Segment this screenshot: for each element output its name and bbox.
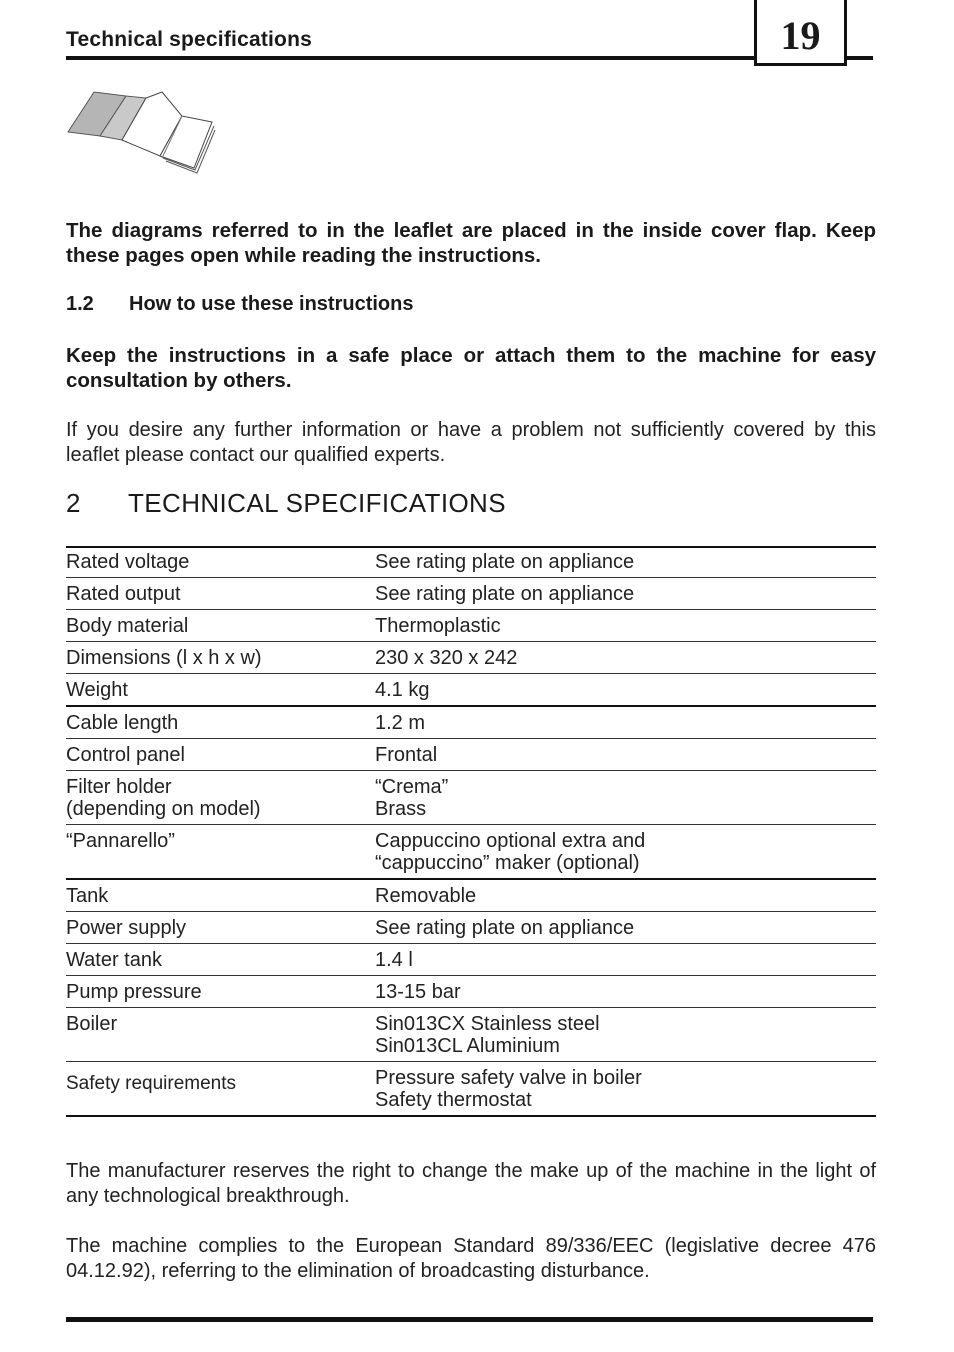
spec-value-line: Sin013CL Aluminium [375,1035,560,1057]
spec-key [66,706,375,739]
spec-key-line: Rated output [66,583,181,605]
spec-key [66,912,375,944]
spec-key [66,825,375,880]
spec-value [375,546,876,578]
spec-key-line: Pump pressure [66,981,202,1003]
spec-key [66,1008,375,1062]
spec-value [375,578,876,610]
spec-value [375,912,876,944]
spec-row [66,706,876,739]
section-1-2-heading [66,293,413,316]
spec-value [375,944,876,976]
spec-value-line: 13-15 bar [375,981,461,1003]
spec-key [66,739,375,771]
folded-leaflet-icon [66,88,216,174]
spec-value-line: 1.2 m [375,712,426,734]
footer-rule [66,1317,873,1322]
section-1-2-number: 1.2 [66,293,94,315]
spec-value [375,1062,876,1117]
spec-value-line: Pressure safety valve in boiler [375,1067,642,1089]
spec-key [66,771,375,825]
spec-value [375,706,876,739]
spec-value [375,771,876,825]
page-number: 19 [754,0,847,66]
spec-key-line: Safety requirements [66,1073,237,1094]
compliance-note: The machine complies to the European Standard 89/336/EEC (legislative decree 476 04.12.92), referring to the elimination of broadcasting disturbance. [66,1235,876,1282]
spec-row [66,739,876,771]
spec-key-line: (depending on model) [66,798,261,820]
spec-value-line: See rating plate on appliance [375,583,635,605]
section-2-number: 2 [66,488,81,518]
spec-row [66,610,876,642]
spec-key-line: Cable length [66,712,179,734]
header-rule [66,56,873,60]
keep-instructions-text: Keep the instructions in a safe place or attach them to the machine for easy consultation by others. [66,344,876,392]
spec-key [66,944,375,976]
spec-value [375,739,876,771]
spec-key-line: Weight [66,679,128,701]
manufacturer-note: The manufacturer reserves the right to change the make up of the machine in the light of any technological breakthrough. [66,1160,876,1207]
section-1-2-title: How to use these instructions [129,293,414,315]
spec-value-line: Sin013CX Stainless steel [375,1013,600,1035]
spec-key-line: Boiler [66,1013,118,1035]
spec-value [375,642,876,674]
spec-value [375,674,876,707]
spec-value-line: Safety thermostat [375,1089,532,1111]
spec-key [66,1062,375,1117]
spec-value-line: Removable [375,885,477,907]
spec-value [375,825,876,880]
spec-row [66,674,876,707]
spec-row [66,1062,876,1117]
spec-value [375,1008,876,1062]
specifications-table [66,546,876,1117]
spec-key [66,578,375,610]
spec-value-line: Cappuccino optional extra and [375,830,646,852]
spec-key-line: Tank [66,885,109,907]
spec-key [66,610,375,642]
spec-value [375,976,876,1008]
spec-key-line: Water tank [66,949,162,971]
spec-row [66,825,876,880]
spec-value-line: See rating plate on appliance [375,917,635,939]
contact-experts-text: If you desire any further information or have a problem not sufficiently covered by this leaflet please contact our qualified experts. [66,419,876,466]
spec-key [66,976,375,1008]
spec-key [66,642,375,674]
spec-key-line: Control panel [66,744,185,766]
spec-row [66,546,876,578]
spec-value [375,879,876,912]
spec-key-line: Filter holder [66,776,172,798]
section-2-heading [66,488,506,519]
spec-value-line: See rating plate on appliance [375,551,635,573]
spec-row [66,976,876,1008]
spec-value [375,610,876,642]
spec-value-line: Frontal [375,744,438,766]
spec-row [66,642,876,674]
section-2-title: TECHNICAL SPECIFICATIONS [128,488,506,518]
spec-value-line: 1.4 l [375,949,413,971]
spec-value-line: “Crema” [375,776,449,798]
header-section-title: Technical specifications [66,28,312,51]
spec-key-line: “Pannarello” [66,830,175,852]
spec-row [66,879,876,912]
spec-key-line: Power supply [66,917,187,939]
spec-value-line: “cappuccino” maker (optional) [375,852,640,874]
spec-row [66,912,876,944]
diagrams-note: The diagrams referred to in the leaflet are placed in the inside cover flap. Keep these pages open while reading the instructions. [66,219,876,267]
spec-row [66,578,876,610]
spec-row [66,1008,876,1062]
spec-value-line: Thermoplastic [375,615,501,637]
spec-key [66,879,375,912]
spec-key-line: Dimensions (l x h x w) [66,647,262,669]
spec-row [66,771,876,825]
spec-key-line: Rated voltage [66,551,190,573]
spec-key [66,546,375,578]
spec-value-line: 4.1 kg [375,679,430,701]
spec-value-line: Brass [375,798,427,820]
spec-row [66,944,876,976]
spec-key-line: Body material [66,615,189,637]
spec-value-line: 230 x 320 x 242 [375,647,518,669]
spec-key [66,674,375,707]
